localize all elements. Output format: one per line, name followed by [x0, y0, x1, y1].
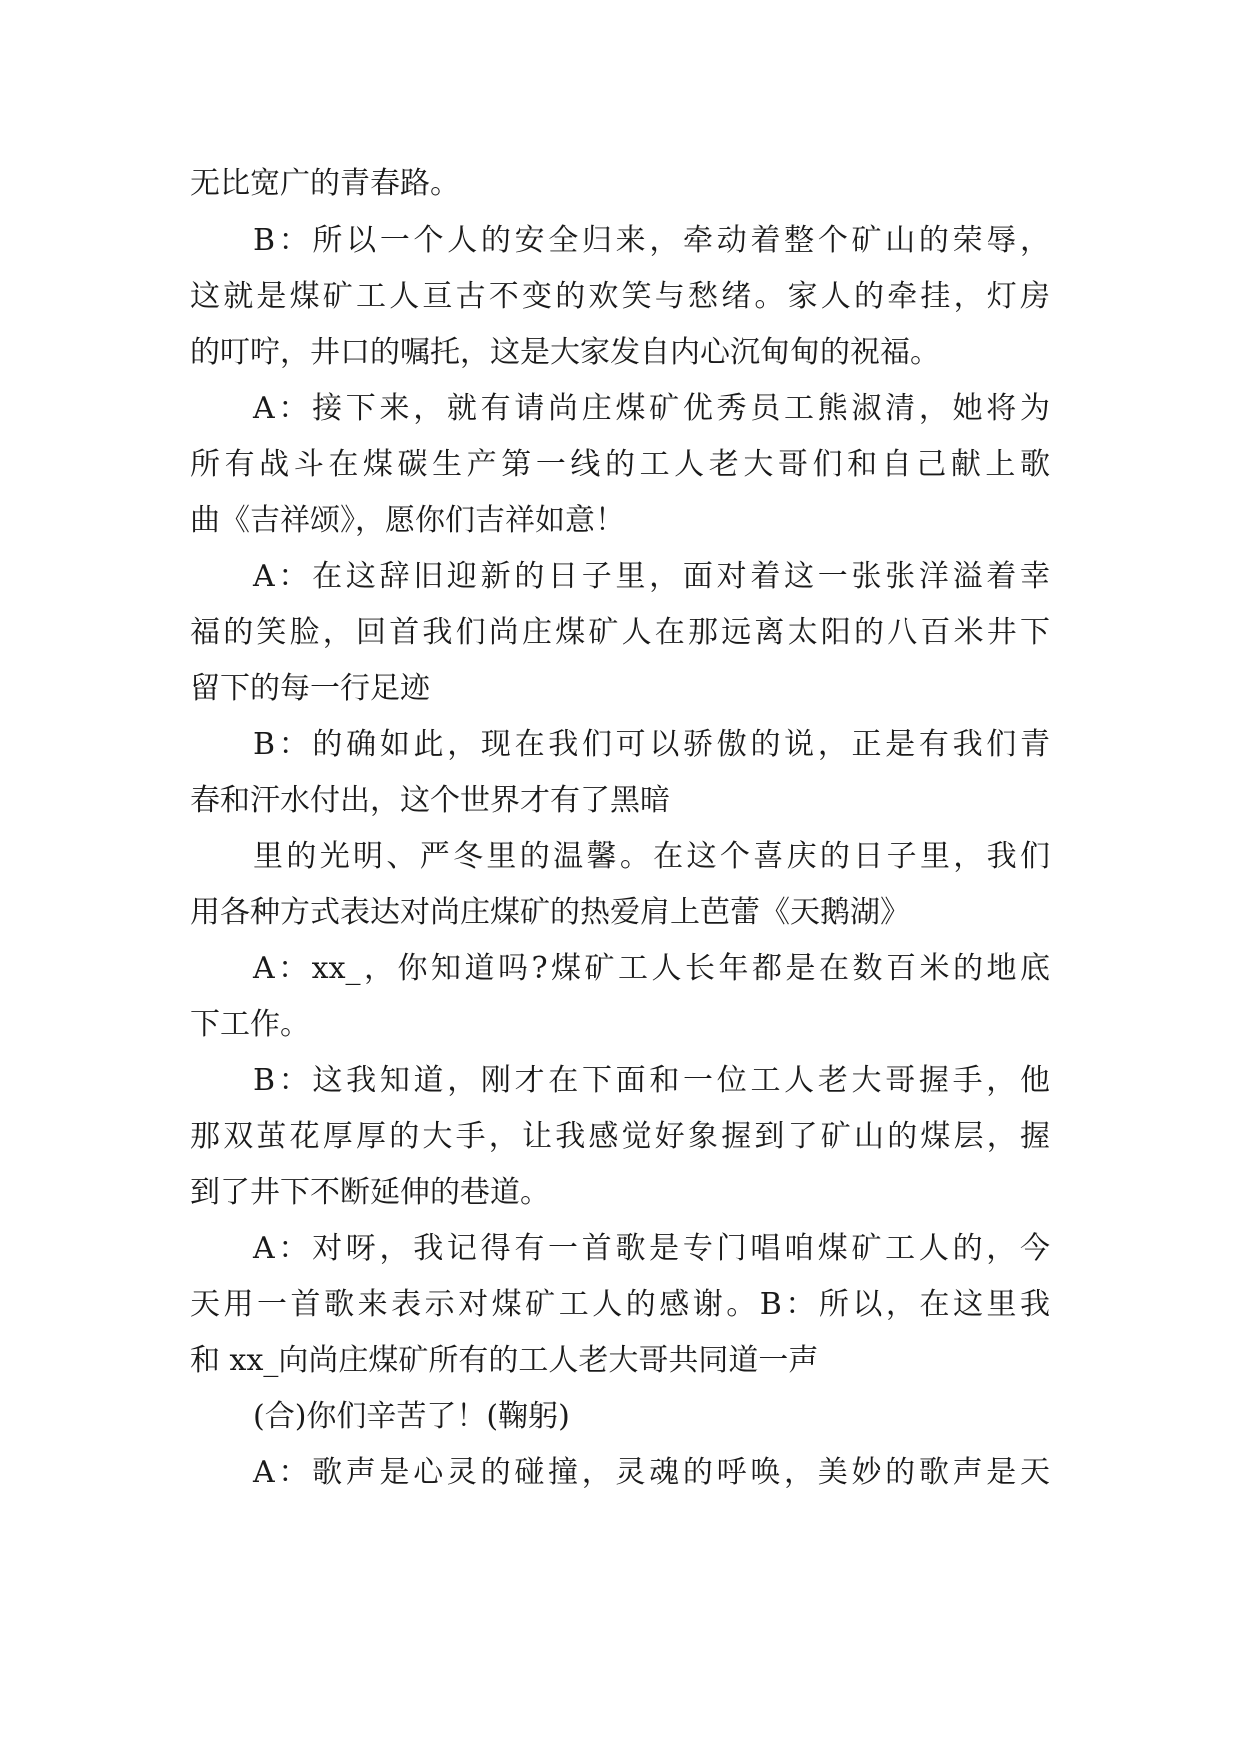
- text-line: A：对呀，我记得有一首歌是专门唱咱煤矿工人的，今: [253, 1231, 1050, 1266]
- text-line: 的叮咛，井口的嘱托，这是大家发自内心沉甸甸的祝福。: [190, 335, 940, 370]
- text-line: B：所以一个人的安全归来，牵动着整个矿山的荣辱，: [253, 223, 1050, 258]
- text-line: B：的确如此，现在我们可以骄傲的说，正是有我们青: [253, 727, 1050, 762]
- text-line: B：这我知道，刚才在下面和一位工人老大哥握手，他: [253, 1063, 1050, 1098]
- text-line: 无比宽广的青春路。: [190, 166, 460, 201]
- text-line: 用各种方式表达对尚庄煤矿的热爱肩上芭蕾《天鹅湖》: [190, 895, 910, 930]
- text-line: 春和汗水付出，这个世界才有了黑暗: [190, 783, 670, 818]
- text-line: 那双茧花厚厚的大手，让我感觉好象握到了矿山的煤层，握: [190, 1119, 1050, 1154]
- text-line: 天用一首歌来表示对煤矿工人的感谢。B：所以，在这里我: [190, 1287, 1050, 1322]
- text-line: 到了井下不断延伸的巷道。: [190, 1175, 550, 1210]
- text-line: A：接下来，就有请尚庄煤矿优秀员工熊淑清，她将为: [253, 391, 1050, 426]
- text-line: A：在这辞旧迎新的日子里，面对着这一张张洋溢着幸: [253, 559, 1050, 594]
- text-line: 所有战斗在煤碳生产第一线的工人老大哥们和自己献上歌: [190, 447, 1050, 482]
- text-line: 福的笑脸，回首我们尚庄煤矿人在那远离太阳的八百米井下: [190, 615, 1050, 650]
- text-line: A：歌声是心灵的碰撞，灵魂的呼唤，美妙的歌声是天: [253, 1455, 1050, 1490]
- text-line: 里的光明、严冬里的温馨。在这个喜庆的日子里，我们: [253, 839, 1050, 874]
- text-line: 曲《吉祥颂》，愿你们吉祥如意！: [190, 503, 625, 538]
- text-line: A：xx_，你知道吗?煤矿工人长年都是在数百米的地底: [253, 951, 1050, 986]
- text-line: (合)你们辛苦了！(鞠躬): [253, 1399, 570, 1434]
- text-line: 和 xx_向尚庄煤矿所有的工人老大哥共同道一声: [190, 1343, 819, 1378]
- text-line: 留下的每一行足迹: [190, 671, 430, 706]
- text-line: 这就是煤矿工人亘古不变的欢笑与愁绪。家人的牵挂，灯房: [190, 279, 1050, 314]
- text-line: 下工作。: [190, 1007, 310, 1042]
